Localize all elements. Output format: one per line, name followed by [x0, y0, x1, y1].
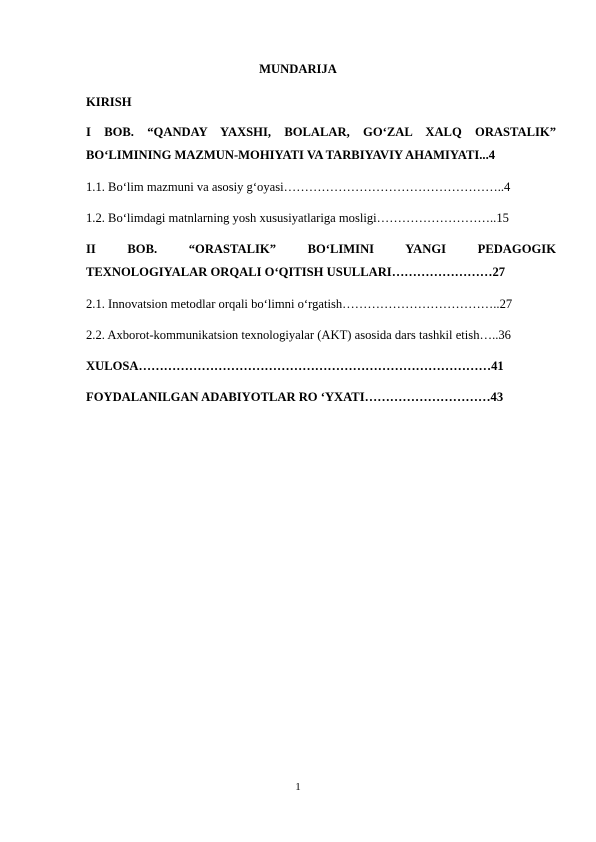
toc-entry-chapter-2-line-2: TEXNOLOGIYALAR ORQALI O‘QITISH USULLARI……………………27	[86, 265, 506, 279]
toc-entry-adabiyotlar: FOYDALANILGAN ADABIYOTLAR RO ‘YXATI…………………………43	[86, 390, 504, 404]
page-title: MUNDARIJA	[259, 62, 337, 76]
toc-entry-chapter-1-line-1: I BOB. “QANDAY YAXSHI, BOLALAR, GO‘ZAL XALQ ORASTALIK”	[86, 125, 556, 139]
toc-entry-chapter-2-line-1: II BOB. “ORASTALIK” BO‘LIMINI YANGI PEDAGOGIK	[86, 242, 556, 256]
toc-entry-chapter-1-line-2: BO‘LIMINING MAZMUN-MOHIYATI VA TARBIYAVIY AHAMIYATI...4	[86, 148, 496, 162]
page-number: 1	[295, 781, 301, 793]
toc-entry-section-2-1: 2.1. Innovatsion metodlar orqali bo‘limni o‘rgatish………………………………..27	[86, 297, 513, 311]
toc-entry-section-2-2: 2.2. Axborot-kommunikatsion texnologiyalar (AKT) asosida dars tashkil etish…..36	[86, 328, 511, 342]
toc-entry-section-1-1: 1.1. Bo‘lim mazmuni va asosiy g‘oyasi……………………………………………..4	[86, 180, 511, 194]
toc-entry-kirish: KIRISH	[86, 95, 132, 109]
toc-entry-section-1-2: 1.2. Bo‘limdagi matnlarning yosh xususiyatlariga mosligi………………………..15	[86, 211, 509, 225]
toc-entry-xulosa: XULOSA…………………………………………………………………………41	[86, 359, 504, 373]
